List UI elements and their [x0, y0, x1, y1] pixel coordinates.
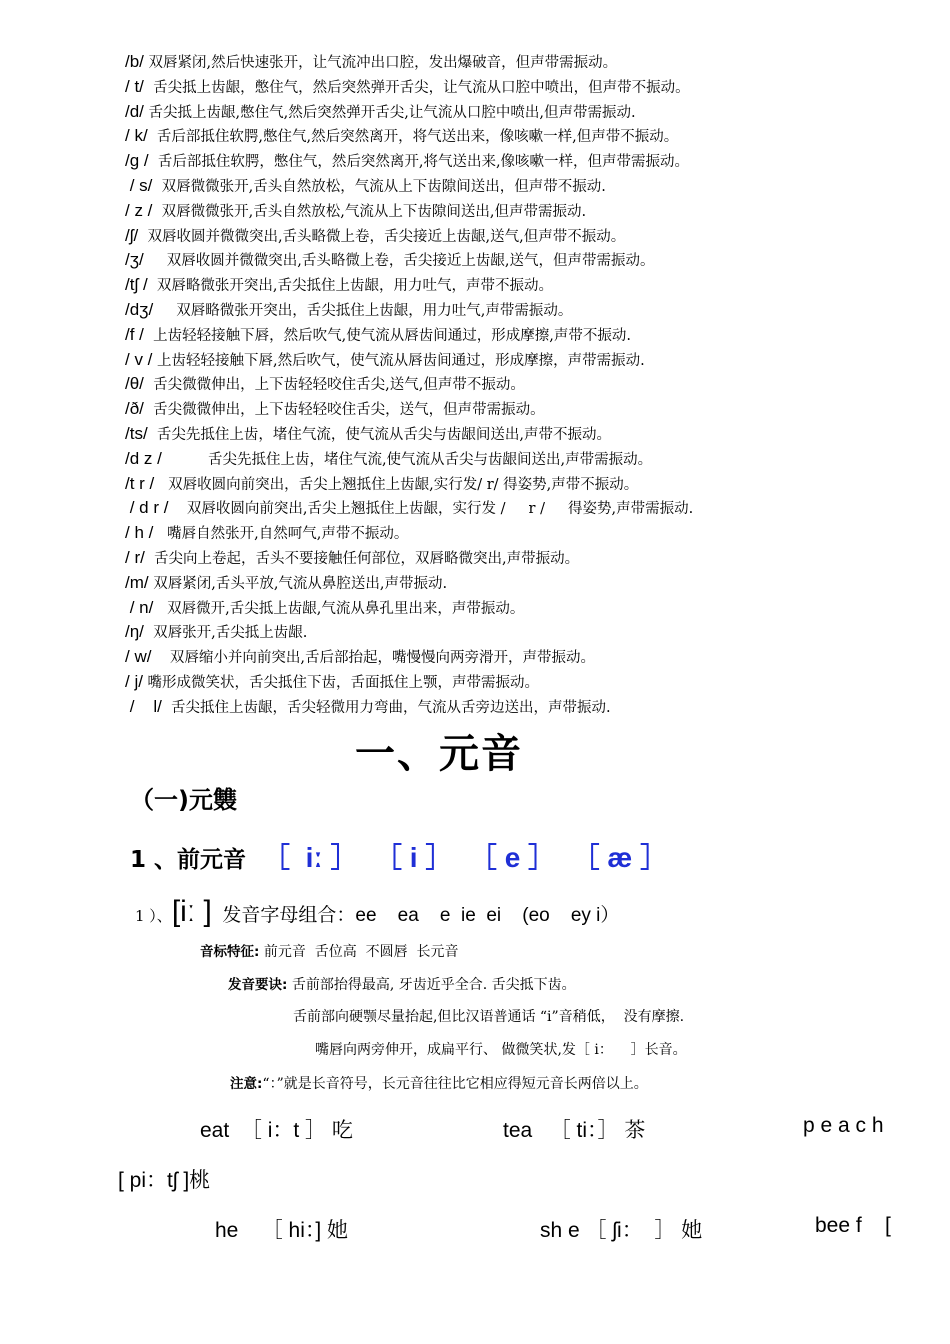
consonant-symbol: / r/ [125, 547, 145, 567]
consonant-symbol: / w/ [125, 647, 152, 667]
consonant-row [125, 149, 925, 174]
notice-text: “：”就是长音符号，长元音往往比它相应得短元音长两倍以上。 [262, 1076, 648, 1092]
consonant-symbol: / h / [125, 523, 154, 543]
consonant-description: 舌后部抵住软腭,憋住气,然后突然离开，将气送出来，像咳嗽一样,但声带不振动。 [147, 129, 679, 146]
example-beef: bee f [ [815, 1214, 891, 1237]
front-vowels-symbols: ［ iː ］ ［ i ］ ［ e ］ ［ æ ］ [262, 842, 669, 873]
consonant-symbol: /f / [125, 324, 144, 344]
consonant-row [125, 199, 925, 224]
example-peach: p e a c h [803, 1114, 884, 1137]
consonant-row [125, 496, 925, 521]
consonant-description: 舌尖先抵住上齿，堵住气流，使气流从舌尖与齿龈间送出,声带不振动。 [147, 426, 611, 443]
consonant-description: 双唇略微张开突出,舌尖抵住上齿龈，用力吐气，声带不振动。 [147, 278, 553, 295]
tips-line-2: 舌前部向硬颚尽量抬起,但比汉语普通话 “i”音稍低， 没有摩擦. [293, 1009, 685, 1025]
consonant-description: 双唇张开,舌尖抵上齿龈. [143, 625, 308, 642]
consonant-row [125, 124, 925, 149]
consonant-symbol: / t/ [125, 76, 144, 96]
consonant-description: 上齿轻轻接触下唇，然后吹气,使气流从唇齿间通过，形成摩擦,声带不振动. [143, 327, 631, 344]
consonant-description: 舌尖微微伸出，上下齿轻轻咬住舌尖，送气，但声带需振动。 [143, 402, 545, 419]
consonant-symbol: /g / [125, 151, 149, 171]
consonant-symbol: /t r / [125, 473, 155, 493]
consonant-row [125, 695, 925, 720]
consonant-row [125, 298, 925, 323]
consonant-row [125, 273, 925, 298]
consonant-description: 舌尖抵上齿龈，憋住气，然后突然弹开舌尖，让气流从口腔中喷出，但声带不振动。 [143, 79, 690, 96]
consonant-symbol: /d z / [125, 448, 162, 468]
consonant-symbol: / j/ [125, 671, 143, 691]
consonant-symbol: /ʒ/ [125, 250, 144, 270]
consonant-row [125, 348, 925, 373]
consonant-description: 上齿轻轻接触下唇,然后吹气，使气流从唇齿间通过，形成摩擦，声带需振动. [152, 352, 645, 369]
consonant-description: 双唇收圆向前突出,舌尖上翘抵住上齿龈，实行发 / r / 得姿势,声带需振动. [168, 501, 694, 518]
consonant-description: 双唇略微张开突出，舌尖抵住上齿龈，用力吐气,声带需振动。 [153, 302, 573, 319]
consonant-description: 双唇微微张开,舌头自然放松,气流从上下齿隙间送出,但声带需振动. [152, 203, 587, 220]
consonant-symbol: /b/ [125, 52, 144, 71]
features-label: 音标特征: [200, 944, 260, 960]
consonant-row [125, 50, 925, 75]
consonant-row [125, 174, 925, 199]
consonant-list [125, 50, 925, 720]
consonant-symbol: / n/ [125, 597, 154, 617]
features-line [200, 940, 459, 961]
consonant-row [125, 248, 925, 273]
consonant-row [125, 472, 925, 497]
consonant-row [125, 224, 925, 249]
consonant-description: 双唇紧闭,舌头平放,气流从鼻腔送出,声带振动. [148, 575, 448, 592]
consonant-symbol: /ts/ [125, 423, 148, 443]
consonant-row [125, 422, 925, 447]
subsection-title: （一)元䨇 [130, 786, 237, 814]
consonant-description: 双唇紧闭,然后快速张开，让气流冲出口腔，发出爆破音，但声带需振动。 [143, 55, 618, 71]
item1-combos: 发音字母组合：ee ea e ie ei (eo ey i） [211, 905, 620, 926]
example-tea: tea ［ ti：］ 茶 [503, 1119, 646, 1142]
consonant-symbol: / k/ [125, 126, 148, 146]
consonant-row [125, 596, 925, 621]
consonant-row [125, 620, 925, 645]
consonant-symbol: /tʃ / [125, 275, 148, 295]
notice-line [230, 1072, 648, 1093]
consonant-description: 双唇微微张开,舌头自然放松，气流从上下齿隙间送出，但声带不振动. [152, 178, 606, 195]
consonant-description: 舌尖先抵住上齿，堵住气流,使气流从舌尖与齿龈间送出,声带需振动。 [161, 451, 653, 468]
consonant-symbol: / z / [125, 200, 153, 220]
section-title: 一、元音 [355, 730, 523, 777]
consonant-description: 舌尖微微伸出，上下齿轻轻咬住舌尖,送气,但声带不振动。 [143, 377, 525, 394]
notice-label: 注意: [230, 1076, 263, 1092]
consonant-row [125, 75, 925, 100]
consonant-description: 舌尖向上卷起，舌头不要接触任何部位，双唇略微突出,声带振动。 [144, 550, 580, 567]
consonant-row [125, 323, 925, 348]
consonant-description: 嘴唇自然张开,自然呵气,声带不振动。 [153, 526, 409, 543]
consonant-symbol: / d r / [125, 498, 169, 518]
tips-label: 发音要诀: [228, 977, 288, 993]
consonant-description: 双唇微开,舌尖抵上齿龈,气流从鼻孔里出来，声带振动。 [153, 600, 525, 617]
consonant-symbol: /dʒ/ [125, 299, 154, 319]
consonant-description: 嘴形成微笑状，舌尖抵住下齿，舌面抵住上颚，声带需振动。 [142, 674, 540, 691]
consonant-description: 舌后部抵住软腭，憋住气，然后突然离开,将气送出来,像咳嗽一样，但声带需振动。 [148, 154, 690, 171]
consonant-description: 双唇收圆并微微突出,舌头略微上卷，舌尖接近上齿龈,送气，但声带需振动。 [143, 253, 655, 270]
consonant-symbol: /θ/ [125, 374, 144, 394]
consonant-row [125, 521, 925, 546]
consonant-symbol: / v / [125, 349, 153, 369]
example-he: he ［ hi：] 她 [215, 1219, 349, 1242]
consonant-symbol: / s/ [125, 175, 153, 195]
consonant-symbol: /ð/ [125, 399, 144, 419]
item1-number: 1 ）、 [135, 907, 172, 925]
consonant-symbol: /ʃ/ [125, 225, 139, 245]
example-she: sh e ［ ʃi： ］ 她 [540, 1219, 703, 1242]
example-eat: eat ［ i：t ］ 吃 [200, 1119, 353, 1142]
consonant-description: 舌尖抵上齿龈,憋住气,然后突然弹开舌尖,让气流从口腔中喷出,但声带需振动. [143, 104, 636, 121]
tips-line-3: 嘴唇向两旁伸开，成扁平行、 做微笑状,发［ i： ］长音。 [315, 1042, 687, 1058]
tips-text-1: 舌前部抬得最高, 牙齿近乎全合. 舌尖抵下齿。 [287, 977, 576, 993]
consonant-row [125, 670, 925, 695]
consonant-description: 双唇收圆并微微突出,舌头略微上卷，舌尖接近上齿龈,送气,但声带不振动。 [138, 228, 626, 245]
consonant-description: 双唇缩小并向前突出,舌后部抬起，嘴慢慢向两旁滑开，声带振动。 [151, 650, 595, 667]
consonant-row [125, 372, 925, 397]
front-vowels-label: 1 、前元音 [130, 847, 247, 873]
consonant-description: 舌尖抵住上齿龈，舌尖轻微用力弯曲，气流从舌旁边送出，声带振动. [161, 699, 611, 716]
consonant-symbol: / l/ [125, 696, 162, 716]
consonant-row [125, 546, 925, 571]
features-text: 前元音 舌位高 不圆唇 长元音 [259, 944, 459, 960]
consonant-row [125, 447, 925, 472]
consonant-symbol: /d/ [125, 101, 144, 121]
consonant-row [125, 100, 925, 125]
consonant-symbol: /ŋ/ [125, 622, 144, 642]
front-vowels-heading [130, 836, 668, 876]
consonant-row [125, 397, 925, 422]
consonant-symbol: /m/ [125, 572, 149, 592]
consonant-row [125, 645, 925, 670]
example-peach-phonetic: [ pi：tʃ ]桃 [118, 1169, 211, 1192]
item1-heading [135, 895, 619, 929]
consonant-description: 双唇收圆向前突出，舌尖上翘抵住上齿龈,实行发/ r/ 得姿势,声带不振动。 [154, 476, 639, 493]
consonant-row [125, 571, 925, 596]
item1-symbol: [iː ] [171, 895, 212, 928]
tips-line-1 [228, 973, 576, 994]
